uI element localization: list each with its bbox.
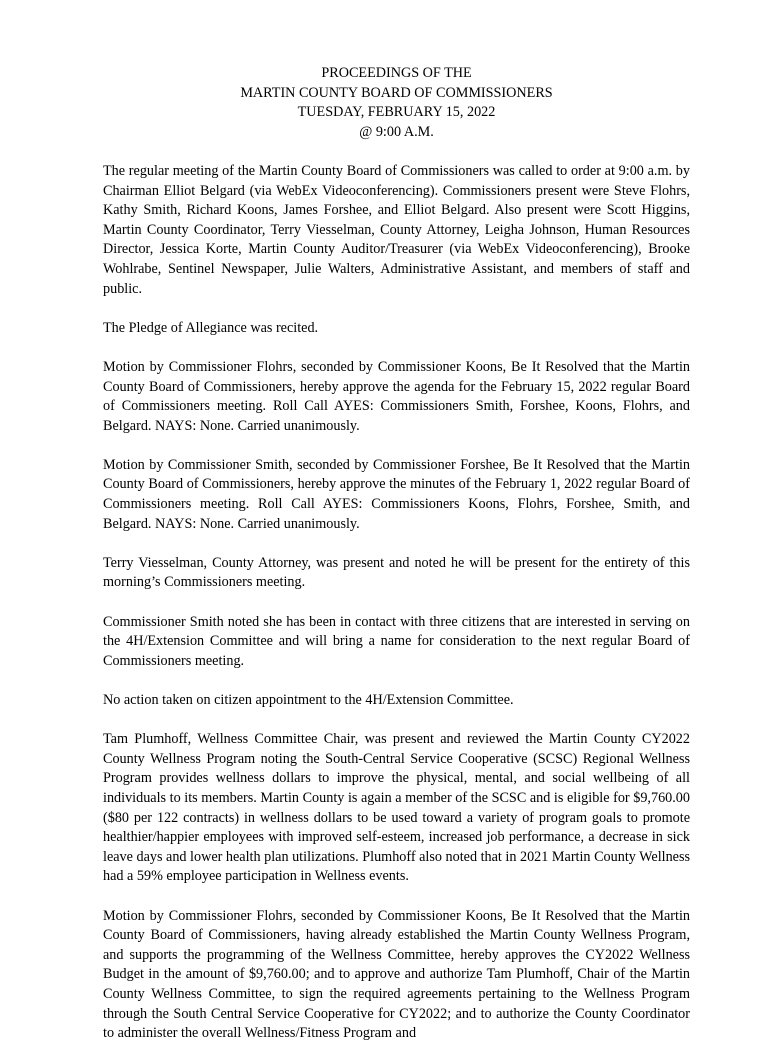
paragraph-citizen-contact: Commissioner Smith noted she has been in contact with three citizens that are interested in serving on the 4H/Extension Committee and will bring a name for consideration to the next regular Board of Commissioners meeting. (103, 613, 690, 669)
header-date: TUESDAY, FEBRUARY 15, 2022 (297, 104, 496, 121)
paragraph-call-to-order: The regular meeting of the Martin County Board of Commissioners was called to order at 9:00 a.m. by Chairman Elliot Belgard (via WebEx Videoconferencing). Commissioners present were Steve Flohrs, Kathy Smith, Richard Koons, James Forshee, and Elliot Belgard. Also present were Scott Higgins, Martin County Coordinator, Terry Viesselman, County Attorney, Leigha Johnson, Human Resources Director, Jessica Korte, Martin County Auditor/Treasurer (via WebEx Videoconferencing), Brooke Wohlrabe, Sentinel Newspaper, Julie Walters, Administrative Assistant, and members of staff and public. (103, 162, 690, 297)
paragraph-pledge: The Pledge of Allegiance was recited. (103, 319, 319, 336)
paragraph-no-action: No action taken on citizen appointment to the 4H/Extension Committee. (103, 692, 514, 708)
paragraph-agenda-motion: Motion by Commissioner Flohrs, seconded by Commissioner Koons, Be It Resolved that the Martin County Board of Commissioners, hereby approve the agenda for the February 15, 2022 regular Board of Commissioners meeting. Roll Call AYES: Commissioners Smith, Forshee, Koons, Flohrs, and Belgard. NAYS: None. Carried unanimously. (103, 358, 690, 434)
header-time: @ 9:00 A.M. (359, 123, 434, 140)
header-title: PROCEEDINGS OF THE (321, 65, 472, 81)
header-board-name: MARTIN COUNTY BOARD OF COMMISSIONERS (240, 84, 553, 101)
document-header (103, 64, 690, 142)
paragraph-minutes-motion: Motion by Commissioner Smith, seconded by Commissioner Forshee, Be It Resolved that the Martin County Board of Commissioners, hereby approve the minutes of the February 1, 2022 regular Board of Commissioners meeting. Roll Call AYES: Commissioners Koons, Flohrs, Forshee, Smith, and Belgard. NAYS: None. Carried unanimously. (103, 456, 690, 532)
paragraph-wellness-review: Tam Plumhoff, Wellness Committee Chair, was present and reviewed the Martin County CY2022 County Wellness Program noting the South-Central Service Cooperative (SCSC) Regional Wellness Program provides wellness dollars to improve the physical, mental, and social wellbeing of all individuals to its members. Martin County is again a member of the SCSC and is eligible for $9,760.00 ($80 per 122 contracts) in wellness dollars to be used toward a variety of program goals to promote healthier/happier employees with improved self-esteem, increased job performance, a decrease in sick leave days and lower health plan utilizations. Plumhoff also noted that in 2021 Martin County Wellness had a 59% employee participation in Wellness events. (103, 731, 691, 885)
paragraph-county-attorney: Terry Viesselman, County Attorney, was present and noted he will be present for the entirety of this morning’s Commissioners meeting. (103, 554, 690, 591)
paragraph-wellness-motion: Motion by Commissioner Flohrs, seconded by Commissioner Koons, Be It Resolved that the Martin County Board of Commissioners, having already established the Martin County Wellness Program, and supports the programming of the Wellness Committee, hereby approves the CY2022 Wellness Budget in the amount of $9,760.00; and to approve and authorize Tam Plumhoff, Chair of the Martin County Wellness Committee, to sign the required agreements pertaining to the Wellness Program through the South Central Service Cooperative for CY2022; and to authorize the County Coordinator to administer the overall Wellness/Fitness Program and (103, 907, 690, 1042)
document-page (103, 64, 690, 1063)
